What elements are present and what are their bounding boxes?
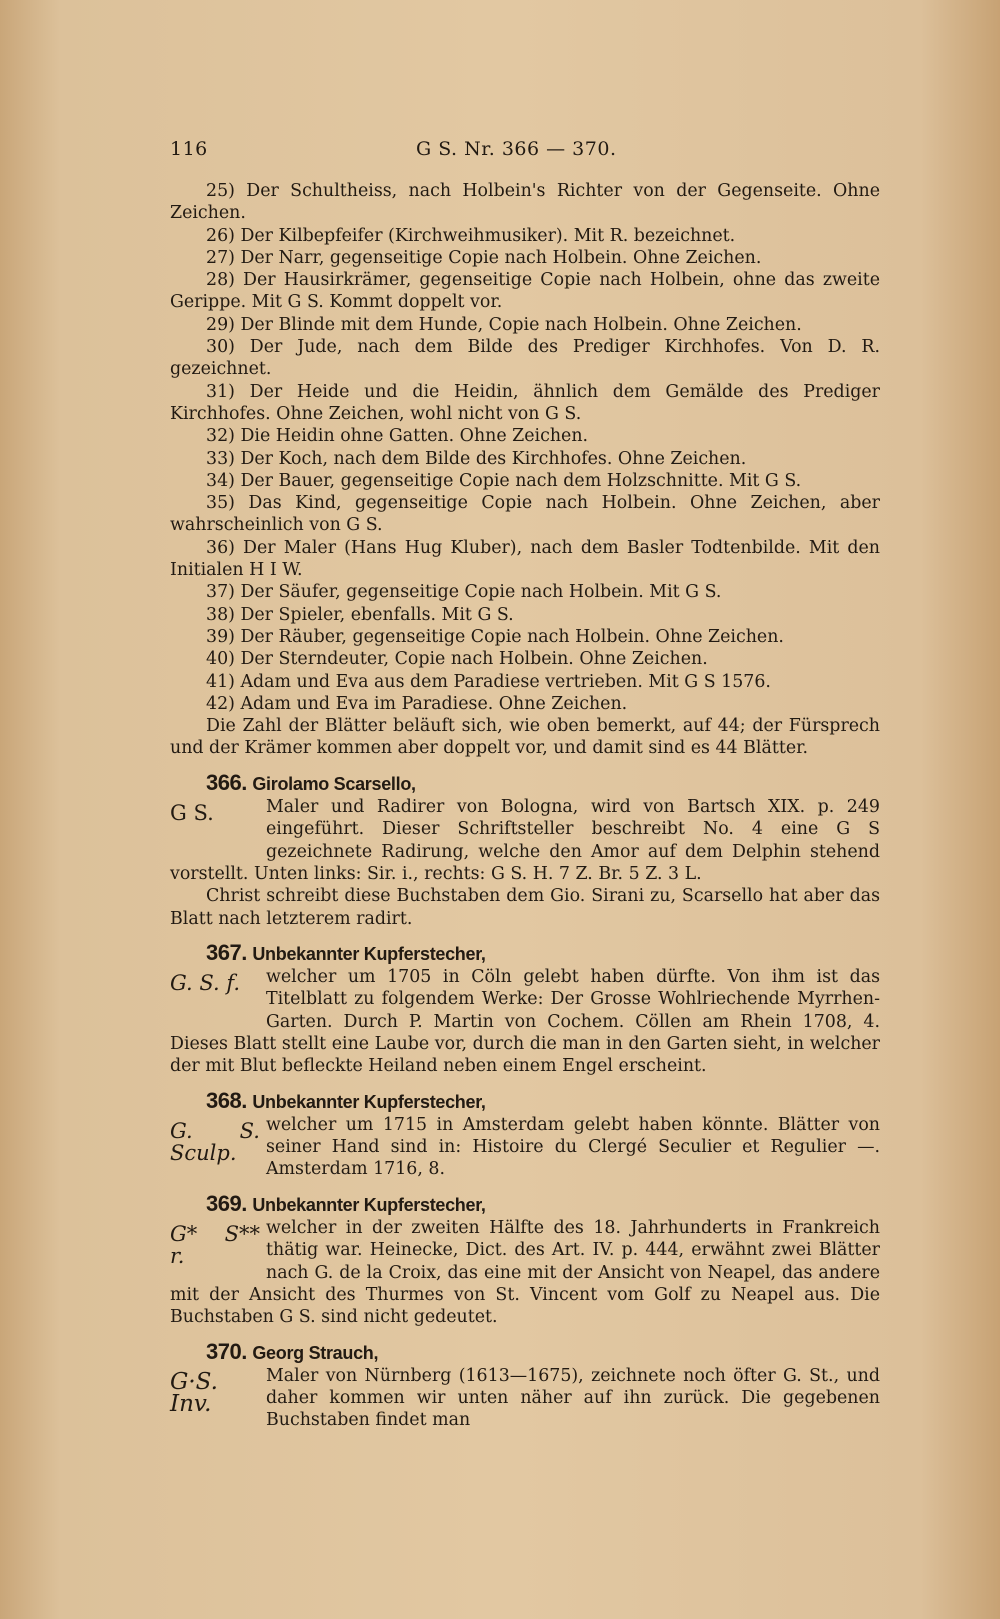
- list-item: 38) Der Spieler, ebenfalls. Mit G S.: [206, 604, 514, 625]
- entry-heading: [170, 1190, 880, 1217]
- list-item: 34) Der Bauer, gegenseitige Copie nach dem Holzschnitte. Mit G S.: [206, 470, 802, 491]
- page-body: [170, 180, 880, 1432]
- entry-heading: [170, 769, 880, 796]
- list-item: 33) Der Koch, nach dem Bilde des Kirchhofes. Ohne Zeichen.: [206, 448, 747, 469]
- entry-heading: [170, 939, 880, 966]
- page-number: 116: [170, 138, 208, 160]
- list-of-sheets: [170, 180, 880, 760]
- list-item: 35) Das Kind, gegenseitige Copie nach Holbein. Ohne Zeichen, aber wahrscheinlich von G S.: [170, 493, 880, 536]
- list-item: 27) Der Narr, gegenseitige Copie nach Holbein. Ohne Zeichen.: [206, 247, 762, 268]
- list-item: 40) Der Sterndeuter, Copie nach Holbein. Ohne Zeichen.: [206, 649, 708, 670]
- entry-name: Georg Strauch,: [252, 1342, 379, 1363]
- list-item: 28) Der Hausirkrämer, gegenseitige Copie nach Holbein, ohne das zweite Gerippe. Mit G S. Kommt doppelt vor.: [170, 270, 880, 313]
- summary-paragraph: Die Zahl der Blätter beläuft sich, wie oben bemerkt, auf 44; der Fürsprech und der Krämer kommen aber doppelt vor, und damit sind es 44 Blätter.: [170, 716, 880, 759]
- list-item: 37) Der Säufer, gegenseitige Copie nach Holbein. Mit G S.: [206, 582, 722, 603]
- entry-number: 366.: [206, 769, 247, 795]
- list-item: 39) Der Räuber, gegenseitige Copie nach Holbein. Ohne Zeichen.: [206, 626, 784, 647]
- list-item: 32) Die Heidin ohne Gatten. Ohne Zeichen.: [206, 426, 589, 447]
- entry-text: welcher um 1705 in Cöln gelebt haben dürfte. Von ihm ist das Titelblatt zu folgendem Werke: Der Grosse Wohlriechende Myrrhen-Garten. Durch P. Martin von Cochem. Cöllen am Rhein 1708, 4. Dieses Blatt stellt eine Laube vor, durch die man in den Garten sieht, in welcher der mit Blut befleckte Heiland neben einem Engel erscheint.: [170, 967, 880, 1077]
- entry-text: Maler von Nürnberg (1613—1675), zeichnete noch öfter G. St., und daher kommen wir unten näher auf ihn zurück. Die gegebenen Buchstaben findet man: [266, 1365, 880, 1431]
- entry-number: 369.: [206, 1190, 247, 1216]
- catalog-entry-370: [170, 1338, 880, 1432]
- list-item: 42) Adam und Eva im Paradiese. Ohne Zeichen.: [206, 693, 628, 714]
- entry-number: 367.: [206, 939, 247, 965]
- catalog-entry-366: [170, 769, 880, 930]
- list-item: 29) Der Blinde mit dem Hunde, Copie nach Holbein. Ohne Zeichen.: [206, 314, 802, 335]
- entry-text: Maler und Radirer von Bologna, wird von Bartsch XIX. p. 249 eingeführt. Dieser Schriftsteller beschreibt No. 4 eine G S gezeichnete Radirung, welche den Amor auf dem Delphin stehend vorstellt. Unten links: Sir. i., rechts: G S. H. 7 Z. Br. 5 Z. 3 L.: [170, 797, 880, 884]
- list-item: 31) Der Heide und die Heidin, ähnlich dem Gemälde des Prediger Kirchhofes. Ohne Zeichen, wohl nicht von G S.: [170, 381, 880, 424]
- monogram: G. S. f.: [170, 971, 241, 996]
- catalog-entry-368: [170, 1087, 880, 1181]
- monogram: G S.: [170, 801, 214, 826]
- monogram: G·S. Inv.: [170, 1368, 218, 1417]
- list-item: 26) Der Kilbepfeifer (Kirchweihmusiker). Mit R. bezeichnet.: [206, 225, 736, 246]
- monogram: G. S. Sculp.: [170, 1118, 260, 1165]
- entry-name: Unbekannter Kupferstecher,: [252, 1194, 486, 1215]
- entry-name: Unbekannter Kupferstecher,: [252, 1091, 486, 1112]
- entry-heading: [170, 1338, 880, 1365]
- entry-name: Unbekannter Kupferstecher,: [252, 943, 486, 964]
- list-item: 25) Der Schultheiss, nach Holbein's Richter von der Gegenseite. Ohne Zeichen.: [170, 181, 880, 224]
- list-item: 41) Adam und Eva aus dem Paradiese vertrieben. Mit G S 1576.: [206, 671, 771, 692]
- entry-name: Girolamo Scarsello,: [252, 773, 416, 794]
- catalog-entry-367: [170, 939, 880, 1078]
- entry-text: welcher um 1715 in Amsterdam gelebt haben könnte. Blätter von seiner Hand sind in: Histoire du Clergé Seculier et Regulier —. Amsterdam 1716, 8.: [266, 1114, 880, 1180]
- page-header: [170, 138, 880, 170]
- monogram: G* S** r.: [170, 1222, 260, 1269]
- list-item: 30) Der Jude, nach dem Bilde des Prediger Kirchhofes. Von D. R. gezeichnet.: [170, 337, 880, 380]
- catalog-entry-369: [170, 1190, 880, 1329]
- list-item: 36) Der Maler (Hans Hug Kluber), nach dem Basler Todtenbilde. Mit den Initialen H I W.: [170, 537, 880, 581]
- running-title: G S. Nr. 366 — 370.: [416, 138, 617, 160]
- entry-note: Christ schreibt diese Buchstaben dem Gio. Sirani zu, Scarsello hat aber das Blatt nach letzterem radirt.: [170, 886, 880, 929]
- entry-number: 368.: [206, 1087, 247, 1113]
- entry-text: welcher in der zweiten Hälfte des 18. Jahrhunderts in Frankreich thätig war. Heinecke, Dict. des Art. IV. p. 444, erwähnt zwei Blätter nach G. de la Croix, das eine mit der Ansicht von Neapel, das andere mit der Ansicht des Thurmes von St. Vincent vom Golf zu Neapel aus. Die Buchstaben G S. sind nicht gedeutet.: [170, 1218, 880, 1328]
- entry-number: 370.: [206, 1338, 247, 1364]
- entry-heading: [170, 1087, 880, 1114]
